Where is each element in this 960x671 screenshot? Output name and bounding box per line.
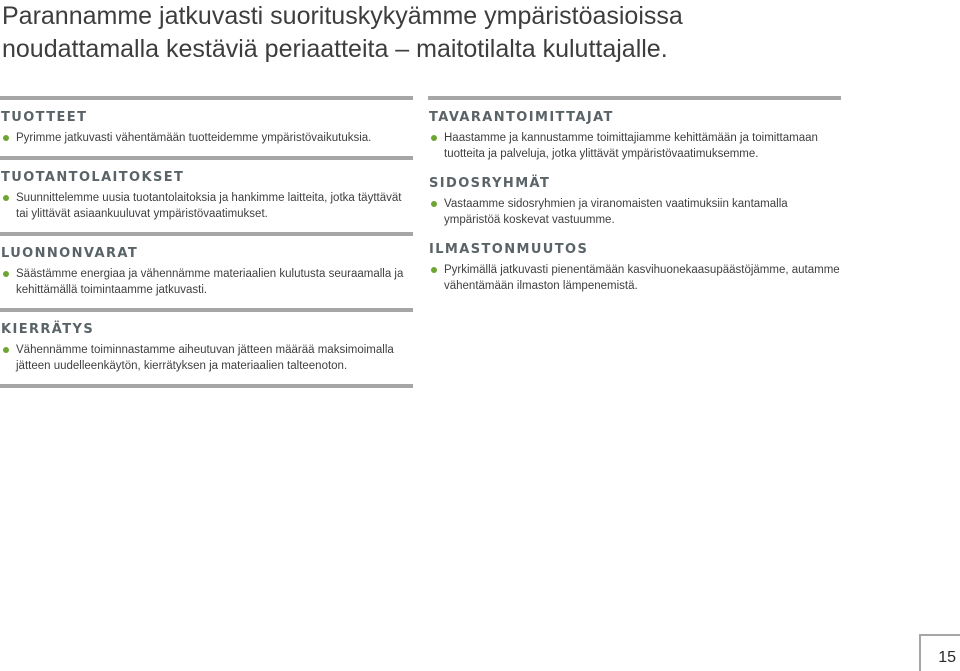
bullet-icon xyxy=(431,267,437,273)
bullet-icon xyxy=(3,271,9,277)
section-heading: TAVARANTOIMITTAJAT xyxy=(429,110,614,125)
item-text: Suunnittelemme uusia tuotantolaitoksia ja hankimme laitteita, jotka täyttävät tai ylittävät asiaankuuluvat ympäristövaatimukset. xyxy=(16,192,402,220)
item-text: Haastamme ja kannustamme toimittajiamme kehittämään ja toimittamaan tuotteita ja palveluja, jotka ylittävät ympäristövaatimuksemme. xyxy=(444,132,818,160)
item-text: Pyrkimällä jatkuvasti pienentämään kasvihuonekaasupäästöjämme, autamme vähentämään ilmaston lämpenemistä. xyxy=(444,264,840,292)
section-sidosryhmat xyxy=(428,176,841,228)
list-item xyxy=(429,262,841,294)
section-heading: TUOTANTOLAITOKSET xyxy=(1,170,185,185)
list-item xyxy=(429,130,841,162)
page-number-text: 15 xyxy=(938,649,956,666)
section-luonnonvarat xyxy=(0,246,413,298)
bullet-icon xyxy=(3,135,9,141)
list-item xyxy=(1,342,413,374)
list-item xyxy=(429,196,841,228)
section-heading: TUOTTEET xyxy=(1,110,88,125)
section-tavarantoimittajat xyxy=(428,110,841,162)
bullet-icon xyxy=(3,195,9,201)
page-title-line-2: noudattamalla kestäviä periaatteita – maitotilalta kuluttajalle. xyxy=(2,35,668,63)
right-column xyxy=(428,96,841,294)
section-heading: KIERRÄTYS xyxy=(1,322,95,337)
section-kierratys xyxy=(0,322,413,374)
section-divider xyxy=(0,308,413,312)
list-item xyxy=(1,190,413,222)
item-text: Säästämme energiaa ja vähennämme materiaalien kulutusta seuraamalla ja kehittämällä toimintaamme jatkuvasti. xyxy=(16,268,404,296)
item-text: Pyrimme jatkuvasti vähentämään tuotteidemme ympäristövaikutuksia. xyxy=(16,132,372,144)
section-divider xyxy=(0,384,413,388)
section-divider xyxy=(0,156,413,160)
section-ilmastonmuutos xyxy=(428,242,841,294)
section-heading: ILMASTONMUUTOS xyxy=(429,242,589,257)
section-heading: SIDOSRYHMÄT xyxy=(429,176,551,191)
left-column xyxy=(0,96,413,388)
list-item xyxy=(1,266,413,298)
item-text: Vastaamme sidosryhmien ja viranomaisten vaatimuksiin kantamalla ympäristöä koskevat vastuumme. xyxy=(444,198,788,226)
section-tuotteet xyxy=(0,110,413,146)
item-text: Vähennämme toiminnastamme aiheutuvan jätteen määrää maksimoimalla jätteen uudelleenkäytön, kierrätyksen ja materiaalien talteenoton. xyxy=(16,344,394,372)
page-number xyxy=(919,634,960,671)
section-divider xyxy=(0,96,413,100)
bullet-icon xyxy=(3,347,9,353)
bullet-icon xyxy=(431,135,437,141)
page-title xyxy=(2,0,952,66)
section-tuotantolaitokset xyxy=(0,170,413,222)
section-heading: LUONNONVARAT xyxy=(1,246,139,261)
bullet-icon xyxy=(431,201,437,207)
section-divider xyxy=(0,232,413,236)
list-item xyxy=(1,130,413,146)
page-title-line-1: Parannamme jatkuvasti suorituskykyämme ympäristöasioissa xyxy=(2,2,683,30)
section-divider xyxy=(428,96,841,100)
